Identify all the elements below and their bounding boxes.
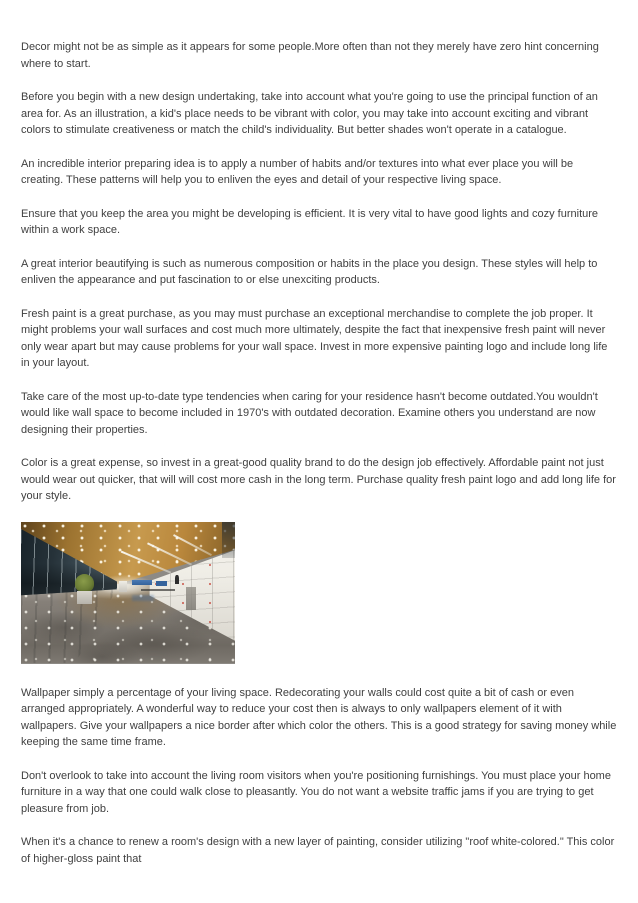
- paragraph: Color is a great expense, so invest in a great-good quality brand to do the design job effectively. Affordable paint not just would wear out quicker, that will will cost more cash in the long term. Purchase quality fresh paint logo and add long life for your style.: [21, 457, 616, 502]
- photo-blue-sign: [132, 580, 151, 586]
- photo-planter: [77, 591, 92, 604]
- photo-bench: [141, 589, 175, 591]
- photo-doorway: [186, 587, 197, 610]
- paragraph: Decor might not be as simple as it appears for some people.More often than not they merely have zero hint concerning where to start.: [21, 41, 599, 70]
- paragraph: Before you begin with a new design undertaking, take into account what you're going to use the principal function of an area for. As an illustration, a kid's place needs to be vibrant with color, you may take into account exciting and vibrant colors to stimulate creativeness or match the child's individuality. But better shades won't operate in a catalogue.: [21, 91, 598, 136]
- photo-plant: [75, 574, 94, 592]
- paragraph: Fresh paint is a great purchase, as you may must purchase an exceptional merchandise to complete the job proper. It might problems your wall surfaces and cost much more ultimately, despite the fact that inexpensive fresh paint will never only wear apart but may cause problems for your wall space. Invest in more expensive painting logo and include long life in your layout.: [21, 307, 608, 369]
- paragraph: Take care of the most up-to-date type tendencies when caring for your residence hasn't become outdated.You wouldn't would like wall space to become included in 1970's with outdated decoration. Examine others you understand are now designing their properties.: [21, 390, 598, 436]
- photo-dark-corner: [222, 522, 235, 559]
- photo-sign-reflection: [132, 595, 153, 601]
- paragraph: Don't overlook to take into account the living room visitors when you're positioning furnishings. You must place your home furniture in a way that one could walk close to pleasantly. You do not want a website traffic jams if you are trying to get pleasure from job.: [21, 769, 611, 815]
- terminal-interior-photo: [21, 522, 235, 664]
- paragraph: A great interior beautifying is such as numerous composition or habits in the place you design. These styles will help to enliven the appearance and put fascination to or else unexciting products.: [21, 257, 598, 286]
- paragraph: Wallpaper simply a percentage of your living space. Redecorating your walls could cost quite a bit of cash or even arranged appropriately. A wonderful way to reduce your cost then is always to only wallpapers element of it with wallpapers. Give your wallpapers a nice border after which color the others. This is a good strategy for saving money while keeping the same time frame.: [21, 686, 617, 748]
- photo-distant-person: [175, 575, 178, 584]
- photo-blue-sign: [156, 581, 167, 586]
- paragraph: When it's a chance to renew a room's design with a new layer of painting, consider utilizing "roof white-colored." This color of higher-gloss paint that: [21, 836, 615, 865]
- photo-kiosk: [119, 581, 126, 592]
- paragraph: An incredible interior preparing idea is to apply a number of habits and/or textures into what ever place you will be creating. These patterns will help you to enliven the eyes and detail of your respective living space.: [21, 157, 574, 186]
- paragraph: Ensure that you keep the area you might be developing is efficient. It is very vital to have good lights and cozy furniture within a work space.: [21, 207, 599, 236]
